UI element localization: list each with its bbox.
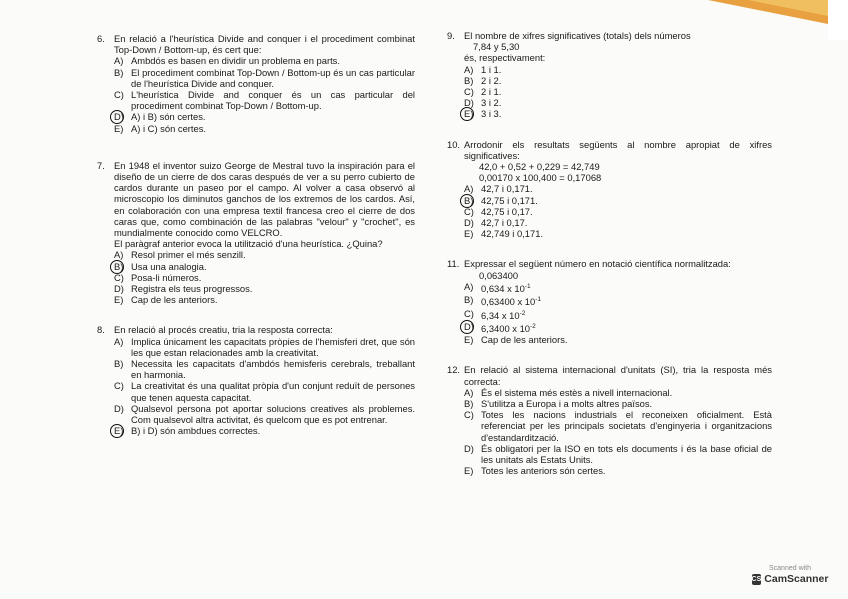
question-subtext: El paràgraf anterior evoca la utilització d'una heurística. ¿Quina? xyxy=(114,238,383,250)
option-d[interactable] xyxy=(447,217,772,228)
option-letter: D) xyxy=(114,111,124,123)
camscanner-logo-icon: CS xyxy=(751,575,762,583)
question-text: Expressar el següent número en notació científica normalitzada: xyxy=(464,258,731,270)
option-text: 6,34 x 10 xyxy=(481,309,520,321)
option-letter: D) xyxy=(464,97,474,109)
option-letter: E) xyxy=(114,294,124,306)
option-letter: D) xyxy=(464,217,474,229)
question-7 xyxy=(97,160,415,306)
option-letter: B) xyxy=(464,397,474,409)
option-text: És el sistema més estès a nivell internacional. xyxy=(481,386,673,398)
option-letter: B) xyxy=(114,260,124,272)
option-text: 1 i 1. xyxy=(481,63,502,75)
question-9 xyxy=(447,30,772,120)
option-a[interactable] xyxy=(97,249,415,260)
question-value: 0,063400 xyxy=(479,269,519,281)
option-text: Ambdós es basen en dividir un problema en parts. xyxy=(131,55,340,67)
option-a[interactable] xyxy=(447,387,772,398)
option-letter: C) xyxy=(464,307,474,319)
question-number: 11. xyxy=(447,258,460,270)
option-a[interactable] xyxy=(97,55,415,66)
option-e[interactable] xyxy=(97,294,415,305)
question-12 xyxy=(447,364,772,476)
option-letter: A) xyxy=(114,249,124,261)
option-text: Necessita les capacitats d'ambdós hemisferis cerebrals, treballant en harmonia. xyxy=(131,358,415,381)
option-text: A) i B) són certes. xyxy=(131,111,206,123)
question-number: 10. xyxy=(447,138,461,150)
option-exponent: -1 xyxy=(535,296,541,304)
option-text: Cap de les anteriors. xyxy=(481,334,568,346)
question-text: En relació al procés creatiu, tria la resposta correcta: xyxy=(114,324,333,336)
option-text: 3 i 2. xyxy=(481,97,502,109)
option-a[interactable] xyxy=(447,64,772,75)
option-c[interactable] xyxy=(97,272,415,283)
option-text: Usa una analogia. xyxy=(131,260,207,272)
option-letter: A) xyxy=(464,280,474,292)
question-subtext: és, respectivament: xyxy=(464,52,546,64)
option-letter: A) xyxy=(114,335,124,347)
option-letter: E) xyxy=(464,465,474,477)
option-c[interactable] xyxy=(447,409,772,443)
option-text: L'heurística Divide and conquer és un cas particular del procediment combinat Top-Down / Bottom-up. xyxy=(131,89,415,112)
selection-circle xyxy=(460,320,474,334)
option-a[interactable] xyxy=(447,281,772,294)
option-text: A) i C) són certes. xyxy=(131,122,207,134)
option-text: Registra els teus progressos. xyxy=(131,283,253,295)
option-letter: D) xyxy=(114,283,124,295)
question-number: 6. xyxy=(97,33,105,44)
option-letter: E) xyxy=(464,334,474,346)
option-e[interactable] xyxy=(447,465,772,476)
option-letter: E) xyxy=(464,228,474,240)
option-e-selected[interactable] xyxy=(447,108,772,119)
option-letter: E) xyxy=(114,425,124,437)
option-letter: C) xyxy=(464,205,474,217)
option-text: 2 i 2. xyxy=(481,74,502,86)
option-letter: C) xyxy=(464,86,474,98)
question-text: En relació a l'heurística Divide and conquer i el procediment combinat Top-Down / Bottom-up, és cert que: xyxy=(114,33,415,56)
option-text: Posa-li números. xyxy=(131,271,202,283)
option-letter: A) xyxy=(464,386,474,398)
question-text: El nombre de xifres significatives (totals) dels números xyxy=(464,30,691,41)
camscanner-watermark xyxy=(752,564,828,585)
option-text: Totes les anteriors són certes. xyxy=(481,465,606,477)
option-text: 2 i 1. xyxy=(481,86,502,98)
option-text: Cap de les anteriors. xyxy=(131,294,218,306)
option-letter: B) xyxy=(464,74,474,86)
question-8 xyxy=(97,324,415,436)
option-exponent: -2 xyxy=(519,309,526,317)
question-number: 7. xyxy=(97,159,105,171)
option-text: 42,7 i 0,17. xyxy=(481,217,528,229)
option-c[interactable] xyxy=(97,89,415,111)
option-text: 0,634 x 10 xyxy=(481,282,525,294)
option-e[interactable] xyxy=(447,334,772,345)
option-b-selected[interactable] xyxy=(97,261,415,272)
option-letter: A) xyxy=(464,183,474,195)
option-exponent: -2 xyxy=(530,322,536,330)
option-d[interactable] xyxy=(97,283,415,294)
question-number: 9. xyxy=(447,30,455,41)
option-b-selected[interactable] xyxy=(447,195,772,206)
option-letter: C) xyxy=(114,380,124,392)
option-e[interactable] xyxy=(97,123,415,134)
option-d-selected[interactable] xyxy=(447,321,772,334)
option-c[interactable] xyxy=(447,308,772,321)
option-d-selected[interactable] xyxy=(97,111,415,122)
option-letter: B) xyxy=(114,358,124,370)
option-letter: C) xyxy=(114,89,124,101)
option-letter: C) xyxy=(464,409,474,421)
question-6 xyxy=(97,33,415,134)
question-11 xyxy=(447,258,772,345)
option-letter: D) xyxy=(464,442,474,454)
option-d[interactable] xyxy=(97,403,415,425)
option-letter: B) xyxy=(114,66,124,78)
equation-2: 0,00170 x 100,400 = 0,17068 xyxy=(479,172,602,184)
option-exponent: -1 xyxy=(524,282,531,290)
option-e-selected[interactable] xyxy=(97,425,415,436)
option-letter: A) xyxy=(464,63,474,75)
option-text: Qualsevol persona pot aportar solucions creatives als problemes. Com qualsevol altra activitat, és quelcom que es pot entrenar. xyxy=(131,402,415,426)
option-text: La creativitat és una qualitat pròpia d'un conjunt reduït de persones que tenen aquesta capacitat. xyxy=(131,380,415,403)
option-b[interactable] xyxy=(447,294,772,307)
right-column xyxy=(447,30,772,495)
question-values: 7,84 y 5,30 xyxy=(473,41,520,53)
option-text: Implica únicament les capacitats pròpies de l'hemisferi dret, que són les que estan relacionades amb la creativitat. xyxy=(131,335,415,358)
option-b[interactable] xyxy=(97,358,415,380)
option-text: 6,3400 x 10 xyxy=(481,322,530,334)
question-number: 12. xyxy=(447,364,461,376)
option-c[interactable] xyxy=(447,206,772,217)
option-b[interactable] xyxy=(447,75,772,86)
option-letter: C) xyxy=(114,271,124,283)
left-column xyxy=(97,33,415,456)
option-text: Resol primer el més senzill. xyxy=(131,249,246,261)
option-d[interactable] xyxy=(447,97,772,108)
scanned-with-label: Scanned with xyxy=(768,565,812,572)
option-e[interactable] xyxy=(447,228,772,239)
option-text: 0,63400 x 10 xyxy=(481,296,536,308)
option-c[interactable] xyxy=(447,86,772,97)
option-c[interactable] xyxy=(97,380,415,402)
option-letter: D) xyxy=(464,320,474,332)
option-d[interactable] xyxy=(447,443,772,465)
option-text: Totes les nacions industrials el reconeixen oficialment. Està referenciat per les principals societats d'enginyeria i organitzacions d'estandardització. xyxy=(481,409,772,443)
option-text: S'utilitza a Europa i a molts altres països. xyxy=(481,397,653,409)
option-b[interactable] xyxy=(447,398,772,409)
camscanner-brand: CamScanner xyxy=(764,573,829,585)
option-letter: E) xyxy=(114,122,124,134)
option-text: És obligatori per la ISO en tots els documents i és la base oficial de les unitats als Estats Units. xyxy=(481,442,772,465)
option-text: El procediment combinat Top-Down / Bottom-up és un cas particular de l'heurística Divide and conquer. xyxy=(131,66,415,89)
option-letter: B) xyxy=(464,194,474,206)
option-text: 42,75 i 0,17. xyxy=(481,205,533,217)
option-letter: B) xyxy=(464,294,474,306)
option-text: 3 i 3. xyxy=(481,108,502,120)
option-letter: A) xyxy=(114,55,124,67)
option-text: B) i D) són ambdues correctes. xyxy=(131,425,261,437)
option-b[interactable] xyxy=(97,67,415,89)
question-10 xyxy=(447,139,772,240)
equation-1: 42,0 + 0,52 + 0,229 = 42,749 xyxy=(479,161,600,173)
option-text: 42,749 i 0,171. xyxy=(481,228,544,240)
question-text: En relació al sistema internacional d'unitats (SI), tria la resposta més correcta: xyxy=(464,364,772,387)
option-letter: E) xyxy=(464,108,474,120)
question-text: Arrodonir els resultats següents al nombre apropiat de xifres significatives: xyxy=(464,138,772,161)
option-a[interactable] xyxy=(447,183,772,194)
question-text: En 1948 el inventor suizo George de Mestral tuvo la inspiración para el diseño de un cierre de dos caras después de ver a su perro cubierto de cardos durante un paseo por el campo. Al volver a casa observó al microscopio los diminutos ganchos de los extremos de los cardos. Así, en colaboración con una empresa textil francesa creo el cierre de dos caras que, como combinación de las palabras "velour" y "crochet", es mundialmente conocido como VELCRO. xyxy=(114,159,415,239)
option-a[interactable] xyxy=(97,336,415,358)
option-letter: D) xyxy=(114,402,124,414)
question-number: 8. xyxy=(97,324,105,336)
option-text: 42,75 i 0,171. xyxy=(481,194,538,206)
option-text: 42,7 i 0,171. xyxy=(481,183,533,195)
